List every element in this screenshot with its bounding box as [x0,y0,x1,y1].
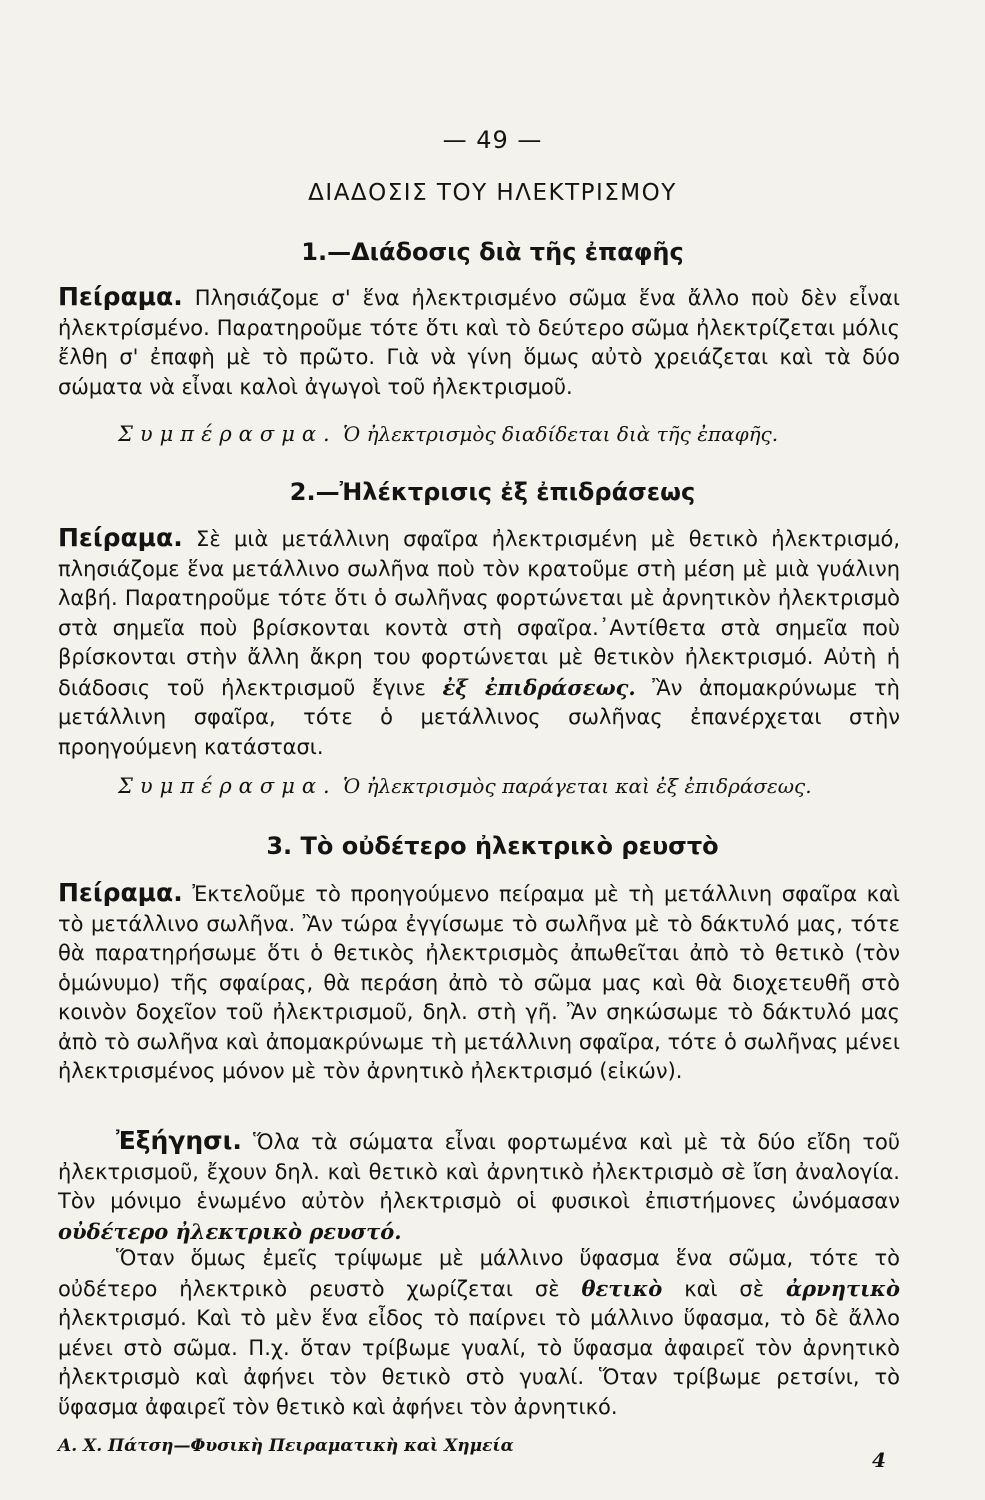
final-text-b: καὶ σὲ [662,1276,786,1301]
section-2-lead: Πείραμα. [58,523,183,552]
section-3-lead: Πείραμα. [58,878,183,907]
conclusion-label: Συμπέρασμα. [118,422,337,446]
section-1-paragraph [58,282,900,402]
section-1-lead: Πείραμα. [58,282,183,311]
final-text-c: ἠλεκτρισμό. Καὶ τὸ μὲν ἕνα εἶδος τὸ παίρνει τὸ μάλλινο ὕφασμα, τὸ δὲ ἄλλο μένει στὸ σῶμα. Π.χ. ὅταν τρίβωμε γυαλί, τὸ ὕφασμα ἀφαιρεῖ τὸν ἀρνητικὸ ἠλεκτρισμὸ καὶ ἀφήνει τὸν θετικὸ στὸ γυαλί. Ὅταν τρίβωμε ρετσίνι, τὸ ὕφασμα ἀφαιρεῖ τὸν θετικὸ καὶ ἀφήνει τὸν ἀρνητικό. [58,1306,900,1419]
conclusion-text: Ὁ ἠλεκτρισμὸς διαδίδεται διὰ τῆς ἐπαφῆς. [336,422,779,446]
chapter-title: ΔΙΑΔΟΣΙΣ ΤΟΥ ΗΛΕΚΤΡΙΣΜΟΥ [308,180,677,206]
final-text-a: Ὅταν ὅμως ἐμεῖς τρίψωμε μὲ μάλλινο ὕφασμα ἕνα σῶμα, τότε τὸ οὐδέτερο ἠλεκτρικὸ ρευστὸ χωρίζεται σὲ [58,1246,900,1301]
conclusion-text: Ὁ ἠλεκτρισμὸς παράγεται καὶ ἐξ ἐπιδράσεως. [336,774,812,798]
explanation-text: Ὅλα τὰ σώματα εἶναι φορτωμένα καὶ μὲ τὰ δύο εἴδη τοῦ ἠλεκτρισμοῦ, ἔχουν δηλ. καὶ θετικὸ καὶ ἀρνητικὸ ἠλεκτρισμὸ σὲ ἴση ἀναλογία. Τὸν μόνιμο ἑνωμένο αὐτὸν ἠλεκτρισμὸ οἱ φυσικοὶ ἐπιστήμονες ὠνόμασαν [58,1130,900,1213]
section-2-paragraph [58,523,900,762]
section-2-title: 2.—Ἠλέκτρισις ἐξ ἐπιδράσεως [289,478,696,506]
negative-emphasis: ἀρνητικὸ [786,1275,901,1301]
section-2-text-a: Σὲ μιὰ μετάλλινη σφαῖρα ἠλεκτρισμένη μὲ θετικὸ ἠλεκτρισμό, πλησιάζομε ἕνα μετάλλινο σωλῆνα ποὺ τὸν κρατοῦμε στὴ μέση μὲ μιὰ γυάλινη λαβή. Παρατηροῦμε τότε ὅτι ὁ σωλῆνας φορτώνεται μὲ ἀρνητικὸν ἠλεκτρισμὸ στὰ σημεῖα ποὺ βρίσκονται κοντὰ στὴ σφαῖρα.᾿Αντίθετα στὰ σημεῖα ποὺ βρίσκονται στὴν ἄλλη ἄκρη του φορτώνεται μὲ θετικὸν ἠλεκτρισμό. Αὐτὴ ἡ διάδοσις τοῦ ἠλεκτρισμοῦ ἔγινε [58,527,900,700]
section-2-conclusion [118,774,908,798]
section-3-text: Ἐκτελοῦμε τὸ προηγούμενο πείραμα μὲ τὴ μετάλλινη σφαῖρα καὶ τὸ μετάλλινο σωλῆνα. Ἂν τώρα ἐγγίσωμε τὸ σωλῆνα μὲ τὸ δάκτυλό μας, τότε θὰ παρατηρήσωμε ὅτι ὁ θετικὸς ἠλεκτρισμὸς ἀπωθεῖται ἀπὸ τὸ θετικὸ (τὸν ὁμώνυμο) τῆς σφαίρας, θὰ περάση ἀπὸ τὸ σῶμα μας καὶ θὰ διοχετευθῆ στὸ κοινὸν δοχεῖον τοῦ ἠλεκτρισμοῦ, δηλ. στὴ γῆ. Ἂν σηκώσωμε τὸ δάκτυλό μας ἀπὸ τὸ σωλῆνα καὶ ἀπομακρύνωμε τὴ μετάλλινη σφαῖρα, τότε ὁ σωλῆνας μένει ἠλεκτρισμένος μόνον μὲ τὸν ἀρνητικὸ ἠλεκτρισμό (εἰκών). [58,882,900,1083]
explanation-lead: Ἐξήγησι. [116,1126,242,1155]
page-number: — 49 — [442,126,543,154]
section-2-emphasis: ἐξ ἐπιδράσεως. [442,674,636,700]
final-paragraph [58,1244,900,1422]
positive-emphasis: θετικὸ [581,1275,663,1301]
section-3-paragraph [58,878,900,1087]
section-2-text-b: Ἂν ἀπομακρύνωμε τὴ μετάλλινη σφαῖρα, τότε ὁ μετάλλινος σωλῆνας ἐπανέρχεται στὴν προηγούμενη κατάστασι. [58,675,900,759]
explanation-paragraph [58,1126,900,1247]
section-1-title: 1.—Διάδοσις διὰ τῆς ἐπαφῆς [301,238,684,266]
conclusion-label: Συμπέρασμα. [118,774,337,798]
footer-citation: Α. Χ. Πάτση—Φυσικὴ Πειραματικὴ καὶ Χημεία [58,1436,514,1456]
section-3-title: 3. Τὸ οὐδέτερο ἠλεκτρικὸ ρευστὸ [266,832,719,860]
section-1-text: Πλησιάζομε σ' ἕνα ἠλεκτρισμένο σῶμα ἕνα ἄλλο ποὺ δὲν εἶναι ἠλεκτρίσμένο. Παρατηροῦμε τότε ὅτι καὶ τὸ δεύτερο σῶμα ἠλεκτρίζεται μόλις ἔλθη σ' ἐπαφὴ μὲ τὸ πρῶτο. Γιὰ νὰ γίνη ὅμως αὐτὸ χρειάζεται καὶ τὰ δύο σώματα νὰ εἶναι καλοὶ ἀγωγοὶ τοῦ ἠλεκτρισμοῦ. [58,286,900,399]
explanation-emphasis: οὐδέτερο ἠλεκτρικὸ ρευστό. [58,1218,402,1244]
section-1-conclusion [118,422,908,446]
signature-mark: 4 [872,1448,886,1472]
